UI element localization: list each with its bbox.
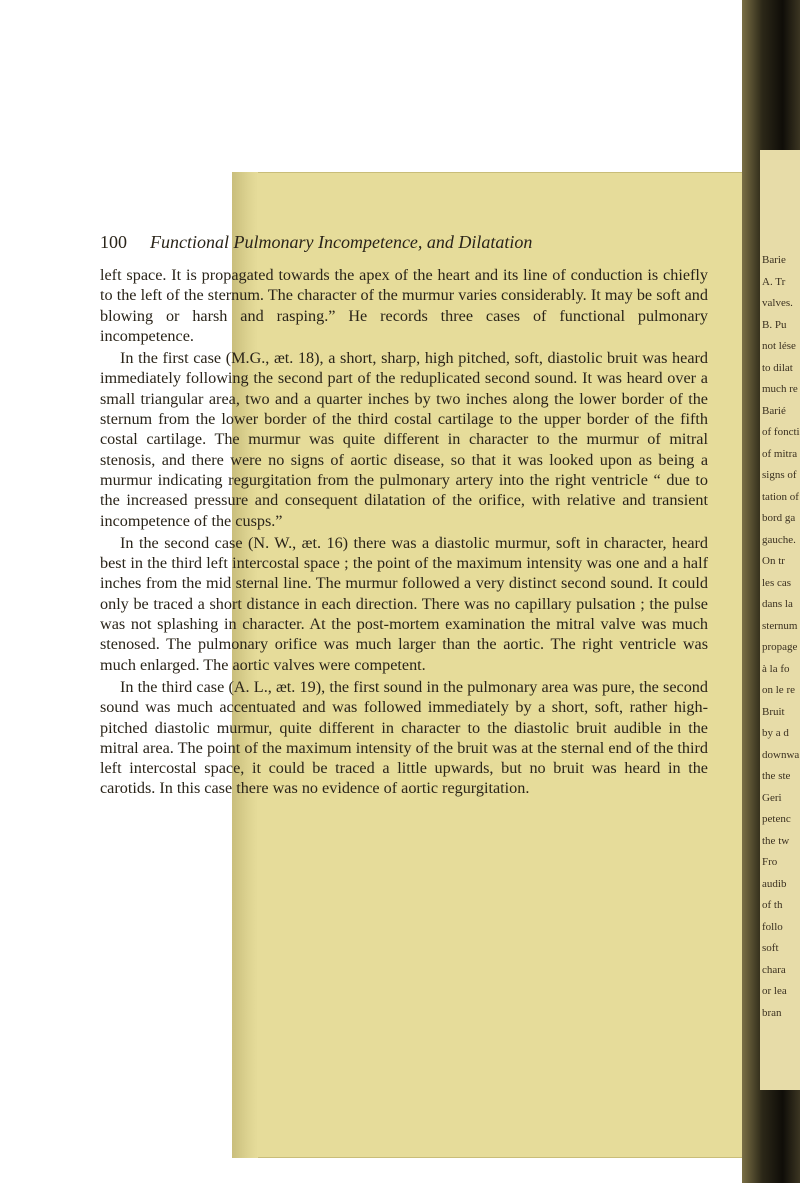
facing-page-fragment: or lea bbox=[762, 985, 787, 997]
facing-page-fragment: petenc bbox=[762, 813, 791, 825]
facing-page-fragment: to dilat bbox=[762, 361, 793, 374]
facing-page-fragment: not lése bbox=[762, 340, 796, 352]
facing-page-fragment: On tr bbox=[762, 555, 785, 567]
facing-page-fragment: Barié bbox=[762, 404, 786, 417]
facing-page-fragment: on le re bbox=[762, 684, 795, 696]
facing-page-fragment: tation of bbox=[762, 490, 799, 503]
facing-page-fragment: sternum bbox=[762, 619, 798, 632]
paragraph: In the second case (N. W., æt. 16) there was a diastolic murmur, soft in character, heard best in the third left intercostal space ; the point of the maximum intensity was one and a half inches from the mid sternal line. The murmur followed a very distinct second sound. It could only be traced a short distance in each direction. There was no capillary pulsation ; the pulse was not splashing in character. At the post-mortem examination the mitral valve was much stenosed. The pulmonary orifice was much larger than the aortic. The right ventricle was much enlarged. The aortic valves were competent. bbox=[100, 533, 708, 674]
facing-page-fragment: Bruit bbox=[762, 705, 785, 718]
facing-page-fragment: signs of bbox=[762, 469, 797, 481]
body-text bbox=[100, 265, 708, 801]
facing-page-fragment: à la fo bbox=[762, 662, 790, 675]
paragraph: In the third case (A. L., æt. 19), the first sound in the pulmonary area was pure, the second sound was much accentuated and was followed immediately by a short, soft, rather high-pitched diastolic murmur, quite different in character to the diastolic bruit audible in the mitral area. The point of the maximum intensity of the bruit was at the sternal end of the third left intercostal space, it could be traced a little upwards, but no bruit was heard in the carotids. In this case there was no evidence of aortic regurgitation. bbox=[100, 677, 708, 798]
facing-page-fragment: les cas bbox=[762, 576, 792, 589]
facing-page-fragment: bran bbox=[762, 1006, 782, 1019]
facing-page-fragment: chara bbox=[762, 963, 786, 976]
facing-page-fragment: valves. bbox=[762, 297, 793, 309]
facing-page-fragment: the tw bbox=[762, 834, 790, 847]
running-title: Functional Pulmonary Incompetence, and Dilatation bbox=[150, 232, 533, 252]
facing-page-fragment: audib bbox=[762, 877, 787, 890]
facing-page-fragment: A. Tr bbox=[762, 275, 786, 288]
facing-page-fragment: B. Pu bbox=[762, 318, 787, 331]
facing-page-fragment: of th bbox=[762, 899, 783, 911]
facing-page-fragment: of mitra bbox=[762, 447, 798, 460]
page-header bbox=[100, 232, 740, 256]
facing-page-fragment: of foncti bbox=[762, 426, 800, 438]
facing-page-fragment: dans la bbox=[762, 598, 793, 610]
facing-page-strip bbox=[760, 150, 800, 1090]
page-number: 100 bbox=[100, 232, 127, 252]
facing-page-fragment: the ste bbox=[762, 770, 791, 782]
paragraph: left space. It is propagated towards the apex of the heart and its line of conduction is chiefly to the left of the sternum. The character of the murmur varies considerably. It may be soft and blowing or harsh and rasping.” He records three cases of functional pulmonary incompetence. bbox=[100, 266, 708, 345]
facing-page-fragment: Geri bbox=[762, 791, 782, 804]
facing-page-fragment: bord ga bbox=[762, 512, 796, 524]
facing-page-fragment: follo bbox=[762, 920, 783, 933]
facing-page-fragment: much re bbox=[762, 383, 798, 395]
facing-page-fragment: propage bbox=[762, 641, 798, 653]
facing-page-fragment: Barie bbox=[762, 254, 786, 266]
facing-page-fragment: gauche. bbox=[762, 533, 796, 546]
facing-page-fragment: by a d bbox=[762, 727, 789, 739]
facing-page-fragment: soft bbox=[762, 942, 779, 954]
paragraph: In the first case (M.G., æt. 18), a short, sharp, high pitched, soft, diastolic bruit was heard immediately following the second part of the reduplicated second sound. It was heard over a small triangular area, two and a quarter inches by two inches along the lower border of the sternum from the lower border of the third costal cartilage to the upper border of the fifth costal cartilage. The murmur was quite different in character to the murmur of mitral stenosis, and there were no signs of aortic disease, so that it was looked upon as being a murmur indicating regurgitation from the pulmonary artery into the right ventricle “ due to the increased pressure and consequent dilatation of the orifice, with relative and transient incompetence of the cusps.” bbox=[100, 349, 708, 530]
facing-page-fragment: Fro bbox=[762, 856, 778, 868]
facing-page-fragment: downwa bbox=[762, 748, 800, 761]
